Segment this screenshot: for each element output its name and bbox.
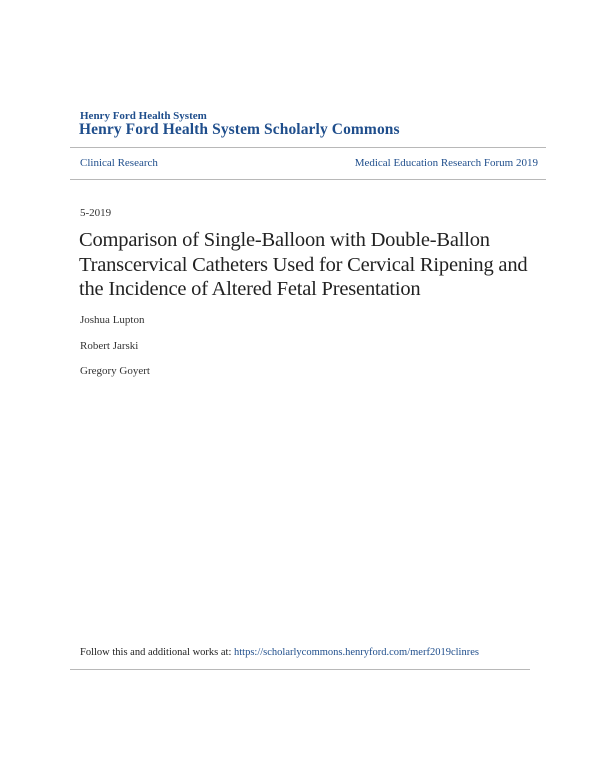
author-1: Joshua Lupton [80, 314, 145, 326]
collection-link[interactable]: https://scholarlycommons.henryford.com/merf2019clinres [234, 647, 479, 658]
repository-name-large[interactable]: Henry Ford Health System Scholarly Commons [79, 121, 400, 138]
series-link-clinical-research[interactable]: Clinical Research [80, 157, 158, 169]
author-2: Robert Jarski [80, 340, 139, 352]
publication-date: 5-2019 [80, 207, 112, 219]
divider-bottom [70, 669, 530, 670]
repository-name-small[interactable]: Henry Ford Health System [80, 110, 207, 122]
divider-top [70, 147, 546, 148]
author-3: Gregory Goyert [80, 365, 150, 377]
divider-middle [70, 179, 546, 180]
follow-line [80, 647, 479, 658]
follow-prefix: Follow this and additional works at: [80, 647, 234, 658]
series-link-forum[interactable]: Medical Education Research Forum 2019 [354, 157, 538, 169]
document-title: Comparison of Single-Balloon with Double-Ballon Transcervical Catheters Used for Cervical Ripening and the Incidence of Altered Fetal Presentation [79, 229, 528, 300]
